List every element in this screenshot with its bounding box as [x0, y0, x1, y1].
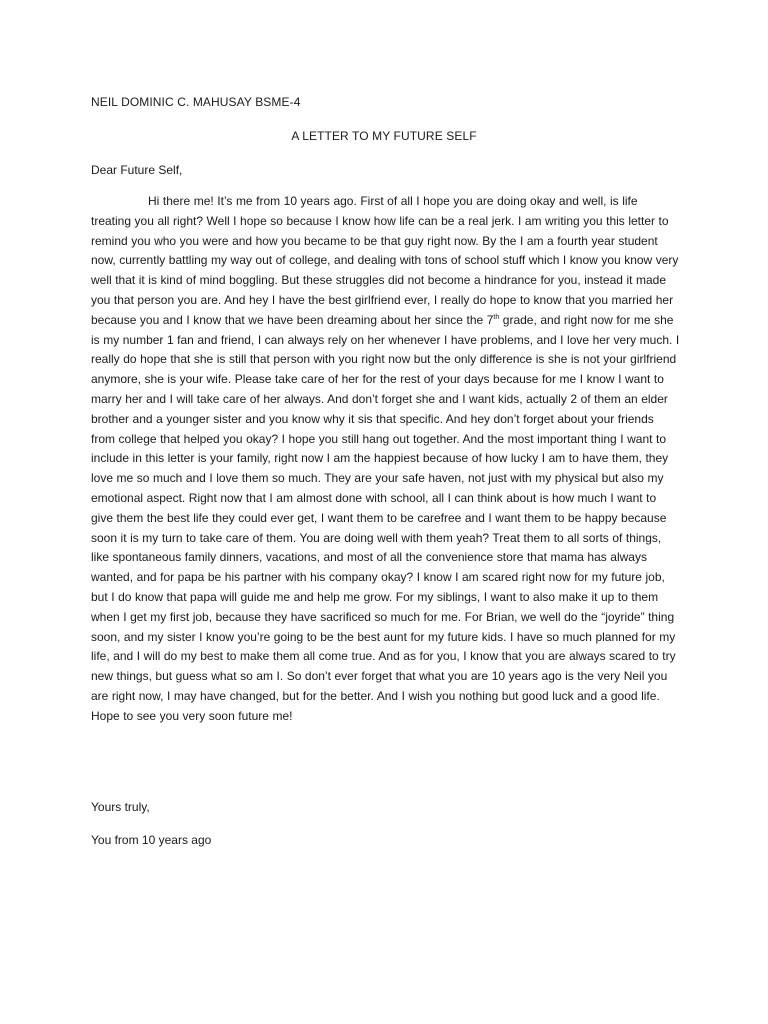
letter-body — [91, 192, 680, 727]
letter-body-part-2: grade, and right now for me she is my number 1 fan and friend, I can always rely on her whenever I have problems, and I love her very much. I really do hope that she is still that person with you right now but the only difference is she is not your girlfriend anymore, she is your wife. Please take care of her for the rest of your days because for me I know I want to marry her and I will take care of her always. And don’t forget she and I want kids, actually 2 of them an elder brother and a younger sister and you know why it sis that specific. And hey don’t forget about your friends from college that helped you okay? I hope you still hang out together. And the most important thing I want to include in this letter is your family, right now I am the happiest because of how lucky I am to have them, they love me so much and I love them so much. They are your safe haven, not just with my physical but also my emotional aspect. Right now that I am almost done with school, all I can think about is how much I want to give them the best life they could ever get, I want them to be carefree and I want them to be happy because soon it is my turn to take care of them. You are doing well with them yeah? Treat them to all sorts of things, like spontaneous family dinners, vacations, and most of all the convenience store that mama has always wanted, and for papa be his partner with his company okay? I know I am scared right now for my future job, but I do know that papa will guide me and help me grow. For my siblings, I want to also make it up to them when I get my first job, because they have sacrificed so much for me. For Brian, we well do the “joyride” thing soon, and my sister I know you’re going to be the best aunt for my future kids. I have so much planned for my life, and I will do my best to make them all come true. And as for you, I know that you are always scared to try new things, but guess what so am I. So don’t ever forget that what you are 10 years ago is the very Neil you are right now, I may have changed, but for the better. And I wish you nothing but good luck and a good life. Hope to see you very soon future me! — [91, 312, 680, 723]
signature-line: You from 10 years ago — [91, 833, 212, 847]
closing: Yours truly, — [91, 800, 150, 814]
letter-title: A LETTER TO MY FUTURE SELF — [291, 129, 477, 143]
letter-body-part-1: Hi there me! It’s me from 10 years ago. First of all I hope you are doing okay and well, is life treating you all right? Well I hope so because I know how life can be a real jerk. I am writing you this letter to remind you who you were and how you became to be that guy right now. By the I am a fourth year student now, currently battling my way out of college, and dealing with tons of school stuff which I know you know very well that it is kind of mind boggling. But these struggles did not become a hindrance for you, instead it made you that person you are. And hey I have the best girlfriend ever, I really do hope to know that you married her because you and I know that we have been dreaming about her since the 7 — [91, 194, 679, 327]
ordinal-superscript: th — [493, 313, 500, 321]
author-line: NEIL DOMINIC C. MAHUSAY BSME-4 — [91, 95, 301, 109]
salutation: Dear Future Self, — [91, 163, 183, 177]
